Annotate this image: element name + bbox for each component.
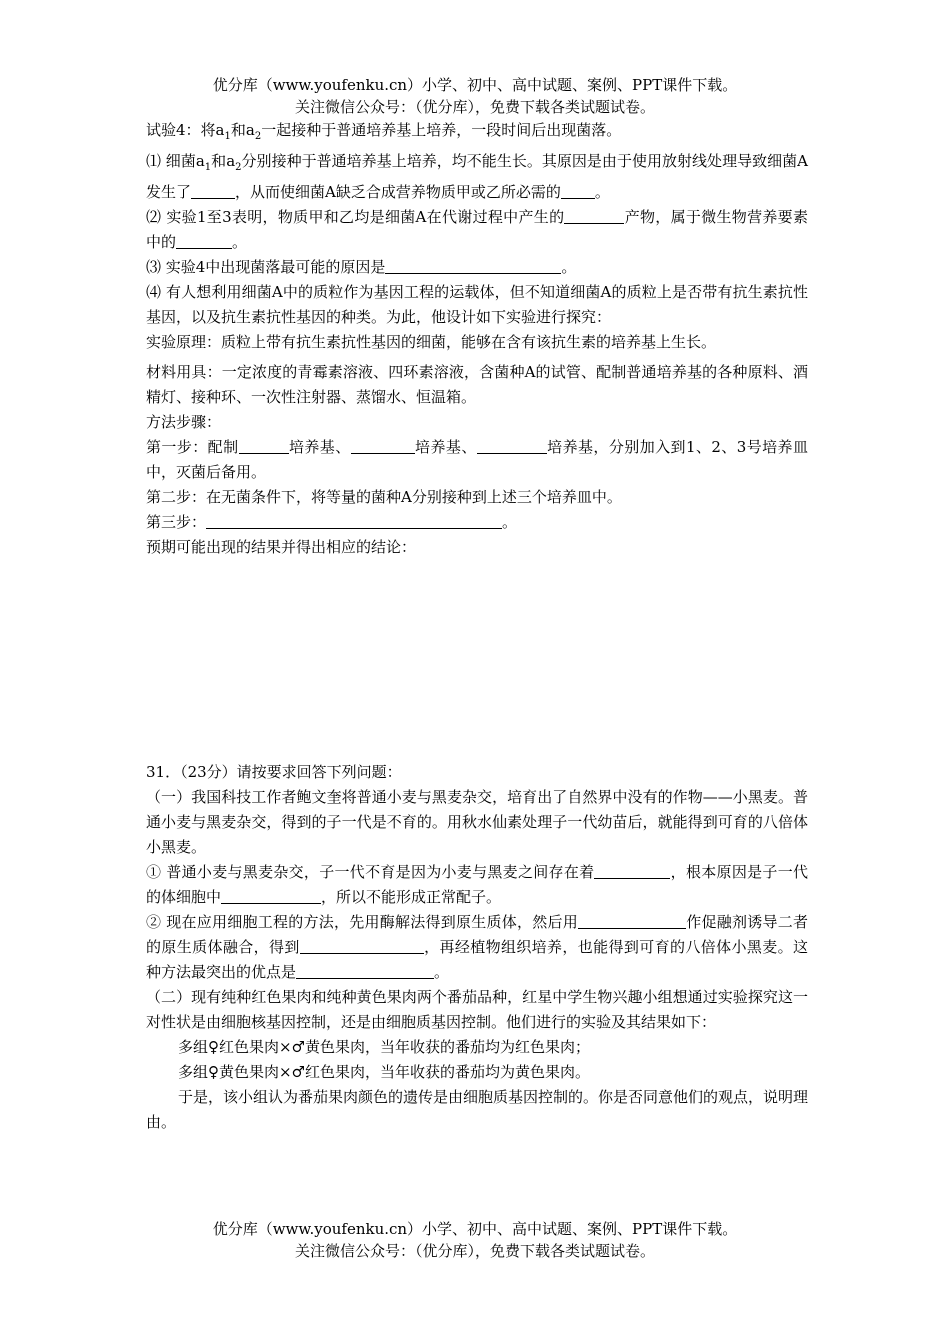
answer-blank: [561, 183, 595, 199]
answer-blank: [385, 258, 561, 274]
group-conclusion: 于是，该小组认为番茄果肉颜色的遗传是由细胞质基因控制的。你是否同意他们的观点，说明理由。: [146, 1088, 809, 1131]
part-1-question-1: ① 普通小麦与黑麦杂交，子一代不育是因为小麦与黑麦之间存在着 ，根本原因是子一代的体细胞中 ，所以不能形成正常配子。: [146, 863, 808, 906]
answer-blank: [191, 183, 235, 199]
experiment-principle: 实验原理：质粒上带有抗生素抗性基因的细菌，能够在含有该抗生素的培养基上生长。: [146, 333, 717, 351]
answer-blank: [221, 888, 321, 904]
question-31: [146, 760, 808, 1135]
sub-question-3: ⑶ 实验4中出现菌落最可能的原因是 。: [146, 258, 577, 276]
answer-blank: [477, 438, 547, 454]
question-31-title: 31．（23分）请按要求回答下列问题：: [146, 763, 402, 781]
experiment-4: 试验4：将$a_1$和$a_2$一起接种于普通培养基上培养，一段时间后出现菌落。: [146, 121, 622, 142]
step-2: 第二步：在无菌条件下，将等量的菌种A分别接种到上述三个培养皿中。: [146, 488, 622, 506]
footer-line-2: 关注微信公众号：（优分库），免费下载各类试题试卷。: [294, 1242, 655, 1260]
answer-blank: [176, 233, 232, 249]
part-1-intro: （一）我国科技工作者鲍文奎将普通小麦与黑麦杂交，培育出了自然界中没有的作物——小黑麦。普通小麦与黑麦杂交，得到的子一代是不育的。用秋水仙素处理子一代幼苗后，就能得到可育的八倍体小黑麦。: [146, 788, 808, 856]
answer-blank: [351, 438, 415, 454]
answer-blank: [239, 438, 289, 454]
header-line-2: 关注微信公众号：（优分库），免费下载各类试题试卷。: [294, 98, 655, 116]
expected-results: 预期可能出现的结果并得出相应的结论：: [146, 538, 417, 556]
part-1-question-2: ② 现在应用细胞工程的方法，先用酶解法得到原生质体，然后用 作促融剂诱导二者的原生质体融合，得到 ，再经植物组织培养，也能得到可育的八倍体小黑麦。这种方法最突出的优点是 。: [146, 913, 808, 981]
sub-question-2: ⑵ 实验1至3表明，物质甲和乙均是细菌A在代谢过程中产生的 产物，属于微生物营养要素中的 。: [146, 208, 808, 251]
sub-question-4: ⑷ 有人想利用细菌A中的质粒作为基因工程的运载体，但不知道细菌A的质粒上是否带有抗生素抗性基因，以及抗生素抗性基因的种类。为此，他设计如下实验进行探究：: [146, 283, 808, 326]
answer-blank: [296, 963, 434, 979]
header-line-1: 优分库（www.youfenku.cn）小学、初中、高中试题、案例、PPT课件下载。: [212, 76, 738, 94]
answer-blank: [206, 513, 502, 529]
answer-blank: [594, 863, 670, 879]
page-header: [0, 74, 950, 118]
cross-result-1: 多组♀红色果肉×♂黄色果肉，当年收获的番茄均为红色果肉；: [178, 1038, 590, 1056]
footer-line-1: 优分库（www.youfenku.cn）小学、初中、高中试题、案例、PPT课件下载。: [212, 1220, 738, 1238]
step-1: 第一步：配制 培养基、 培养基、 培养基，分别加入到1、2、3号培养皿中，灭菌后备用。: [146, 438, 808, 481]
page-footer: [0, 1218, 950, 1262]
part-2-intro: （二）现有纯种红色果肉和纯种黄色果肉两个番茄品种，红星中学生物兴趣小组想通过实验探究这一对性状是由细胞核基因控制，还是由细胞质基因控制。他们进行的实验及其结果如下：: [146, 988, 808, 1031]
step-3: 第三步： 。: [146, 513, 518, 531]
answer-blank: [564, 208, 624, 224]
answer-blank: [578, 913, 686, 929]
question-30-continued: [146, 118, 808, 560]
method-heading: 方法步骤：: [146, 413, 222, 431]
sub-question-1: ⑴ 细菌$a_1$和$a_2$分别接种于普通培养基上培养，均不能生长。其原因是由于使用放射线处理导致细菌A发生了 ，从而使细菌A缺乏合成营养物质甲或乙所必需的 。: [146, 152, 808, 201]
cross-result-2: 多组♀黄色果肉×♂红色果肉，当年收获的番茄均为黄色果肉。: [178, 1063, 590, 1081]
materials: 材料用具：一定浓度的青霉素溶液、四环素溶液，含菌种A的试管、配制普通培养基的各种原料、酒精灯、接种环、一次性注射器、蒸馏水、恒温箱。: [146, 363, 808, 406]
answer-blank: [300, 938, 424, 954]
